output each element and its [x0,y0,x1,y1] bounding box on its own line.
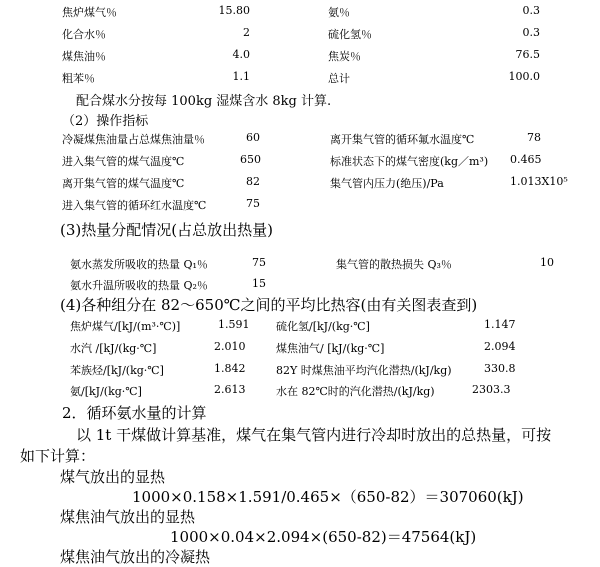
cp-l3-name: 氨/[kJ/(kg·℃] [70,385,142,398]
heat-q2-name: 氨水升温所吸收的热量 Q₂％ [70,279,208,292]
ops-r0-value: 78 [527,131,541,144]
cp-r2-value: 330.8 [484,362,516,375]
t1-r0-value: 0.3 [522,4,540,17]
heat-q3-value: 10 [540,256,554,269]
t1-r2-name: 焦炭％ [328,50,361,63]
ops-r1-value: 0.465 [510,153,542,166]
t1-r3-name: 总计 [328,72,350,85]
heading-tar-condensation-heat: 煤焦油气放出的冷凝热 [60,548,211,566]
t1-l2-name: 煤焦油％ [62,50,106,63]
ops-l3-value: 75 [246,197,260,210]
ops-l2-name: 离开集气管的煤气温度℃ [62,177,185,190]
cp-l0-name: 焦炉煤气/[kJ/(m³·℃)] [70,320,181,333]
t1-l1-name: 化合水％ [62,28,106,41]
t1-r0-name: 氨％ [328,6,350,19]
cp-l3-value: 2.613 [214,383,246,396]
note-mix: 配合煤水分按每 100kg 湿煤含水 8kg 计算. [76,94,332,109]
cp-r1-value: 2.094 [484,340,516,353]
cp-l0-value: 1.591 [218,318,250,331]
t1-l2-value: 4.0 [232,48,250,61]
cp-r2-name: 82Y 时煤焦油平均汽化潜热/(kJ/kg) [276,364,452,377]
cp-r3-value: 2303.3 [472,383,511,396]
ops-r2-name: 集气管内压力(绝压)/Pa [330,177,444,190]
ops-l2-value: 82 [246,175,260,188]
cp-r3-name: 水在 82℃时的汽化潜热/(kJ/kg) [276,385,435,398]
t1-r1-name: 硫化氢％ [328,28,372,41]
t1-r1-value: 0.3 [522,26,540,39]
t1-l0-name: 焦炉煤气％ [62,6,117,19]
ops-l1-name: 进入集气管的煤气温度℃ [62,155,185,168]
cp-l2-value: 1.842 [214,362,246,375]
heat-q3-name: 集气管的散热损失 Q₃％ [336,258,452,271]
formula-tar-sensible-heat: 1000×0.04×2.094×(650-82)＝47564(kJ) [170,528,477,546]
formula-gas-sensible-heat: 1000×0.158×1.591/0.465×（650-82）＝307060(kJ) [132,488,524,506]
ops-l1-value: 650 [240,153,261,166]
cp-r0-name: 硫化氢/[kJ/(kg·℃] [276,320,370,333]
heat-q1-name: 氨水蒸发所吸收的热量 Q₁％ [70,258,208,271]
t1-l3-value: 1.1 [232,70,250,83]
t1-l0-value: 15.80 [218,4,250,17]
cp-l2-name: 苯族烃/[kJ/(kg·℃] [70,364,164,377]
paragraph-line-1: 以 1t 干煤做计算基准，煤气在集气管内进行冷却时放出的总热量，可按 [76,426,552,444]
heat-q1-value: 75 [252,256,266,269]
cp-l1-value: 2.010 [214,340,246,353]
cp-l1-name: 水汽 /[kJ/(kg·℃] [70,342,157,355]
heading-gas-sensible-heat: 煤气放出的显热 [60,468,166,486]
t1-r2-value: 76.5 [515,48,540,61]
section-2-title: （2）操作指标 [62,114,149,129]
paragraph-line-2: 如下计算： [20,447,96,465]
t1-l1-value: 2 [243,26,250,39]
cp-r0-value: 1.147 [484,318,516,331]
section-3-title: (3)热量分配情况(占总放出热量) [60,221,273,239]
t1-l3-name: 粗苯％ [62,72,95,85]
ops-r1-name: 标准状态下的煤气密度(kg／m³) [330,155,489,168]
section-circulation-title: 2．循环氨水量的计算 [62,404,207,422]
heat-q2-value: 15 [252,277,266,290]
ops-l3-name: 进入集气管的循环红水温度℃ [62,199,207,212]
t1-r3-value: 100.0 [508,70,540,83]
ops-l0-value: 60 [246,131,260,144]
heading-tar-sensible-heat: 煤焦油气放出的显热 [60,508,196,526]
ops-l0-name: 冷凝煤焦油量占总煤焦油量％ [62,133,205,146]
cp-r1-name: 煤焦油气/ [kJ/(kg·℃] [276,342,385,355]
section-4-title: (4)各种组分在 82～650℃之间的平均比热容(由有关图表查到) [60,296,478,314]
ops-r0-name: 离开集气管的循环氟水温度℃ [330,133,475,146]
ops-r2-value: 1.013X10⁵ [510,175,568,188]
